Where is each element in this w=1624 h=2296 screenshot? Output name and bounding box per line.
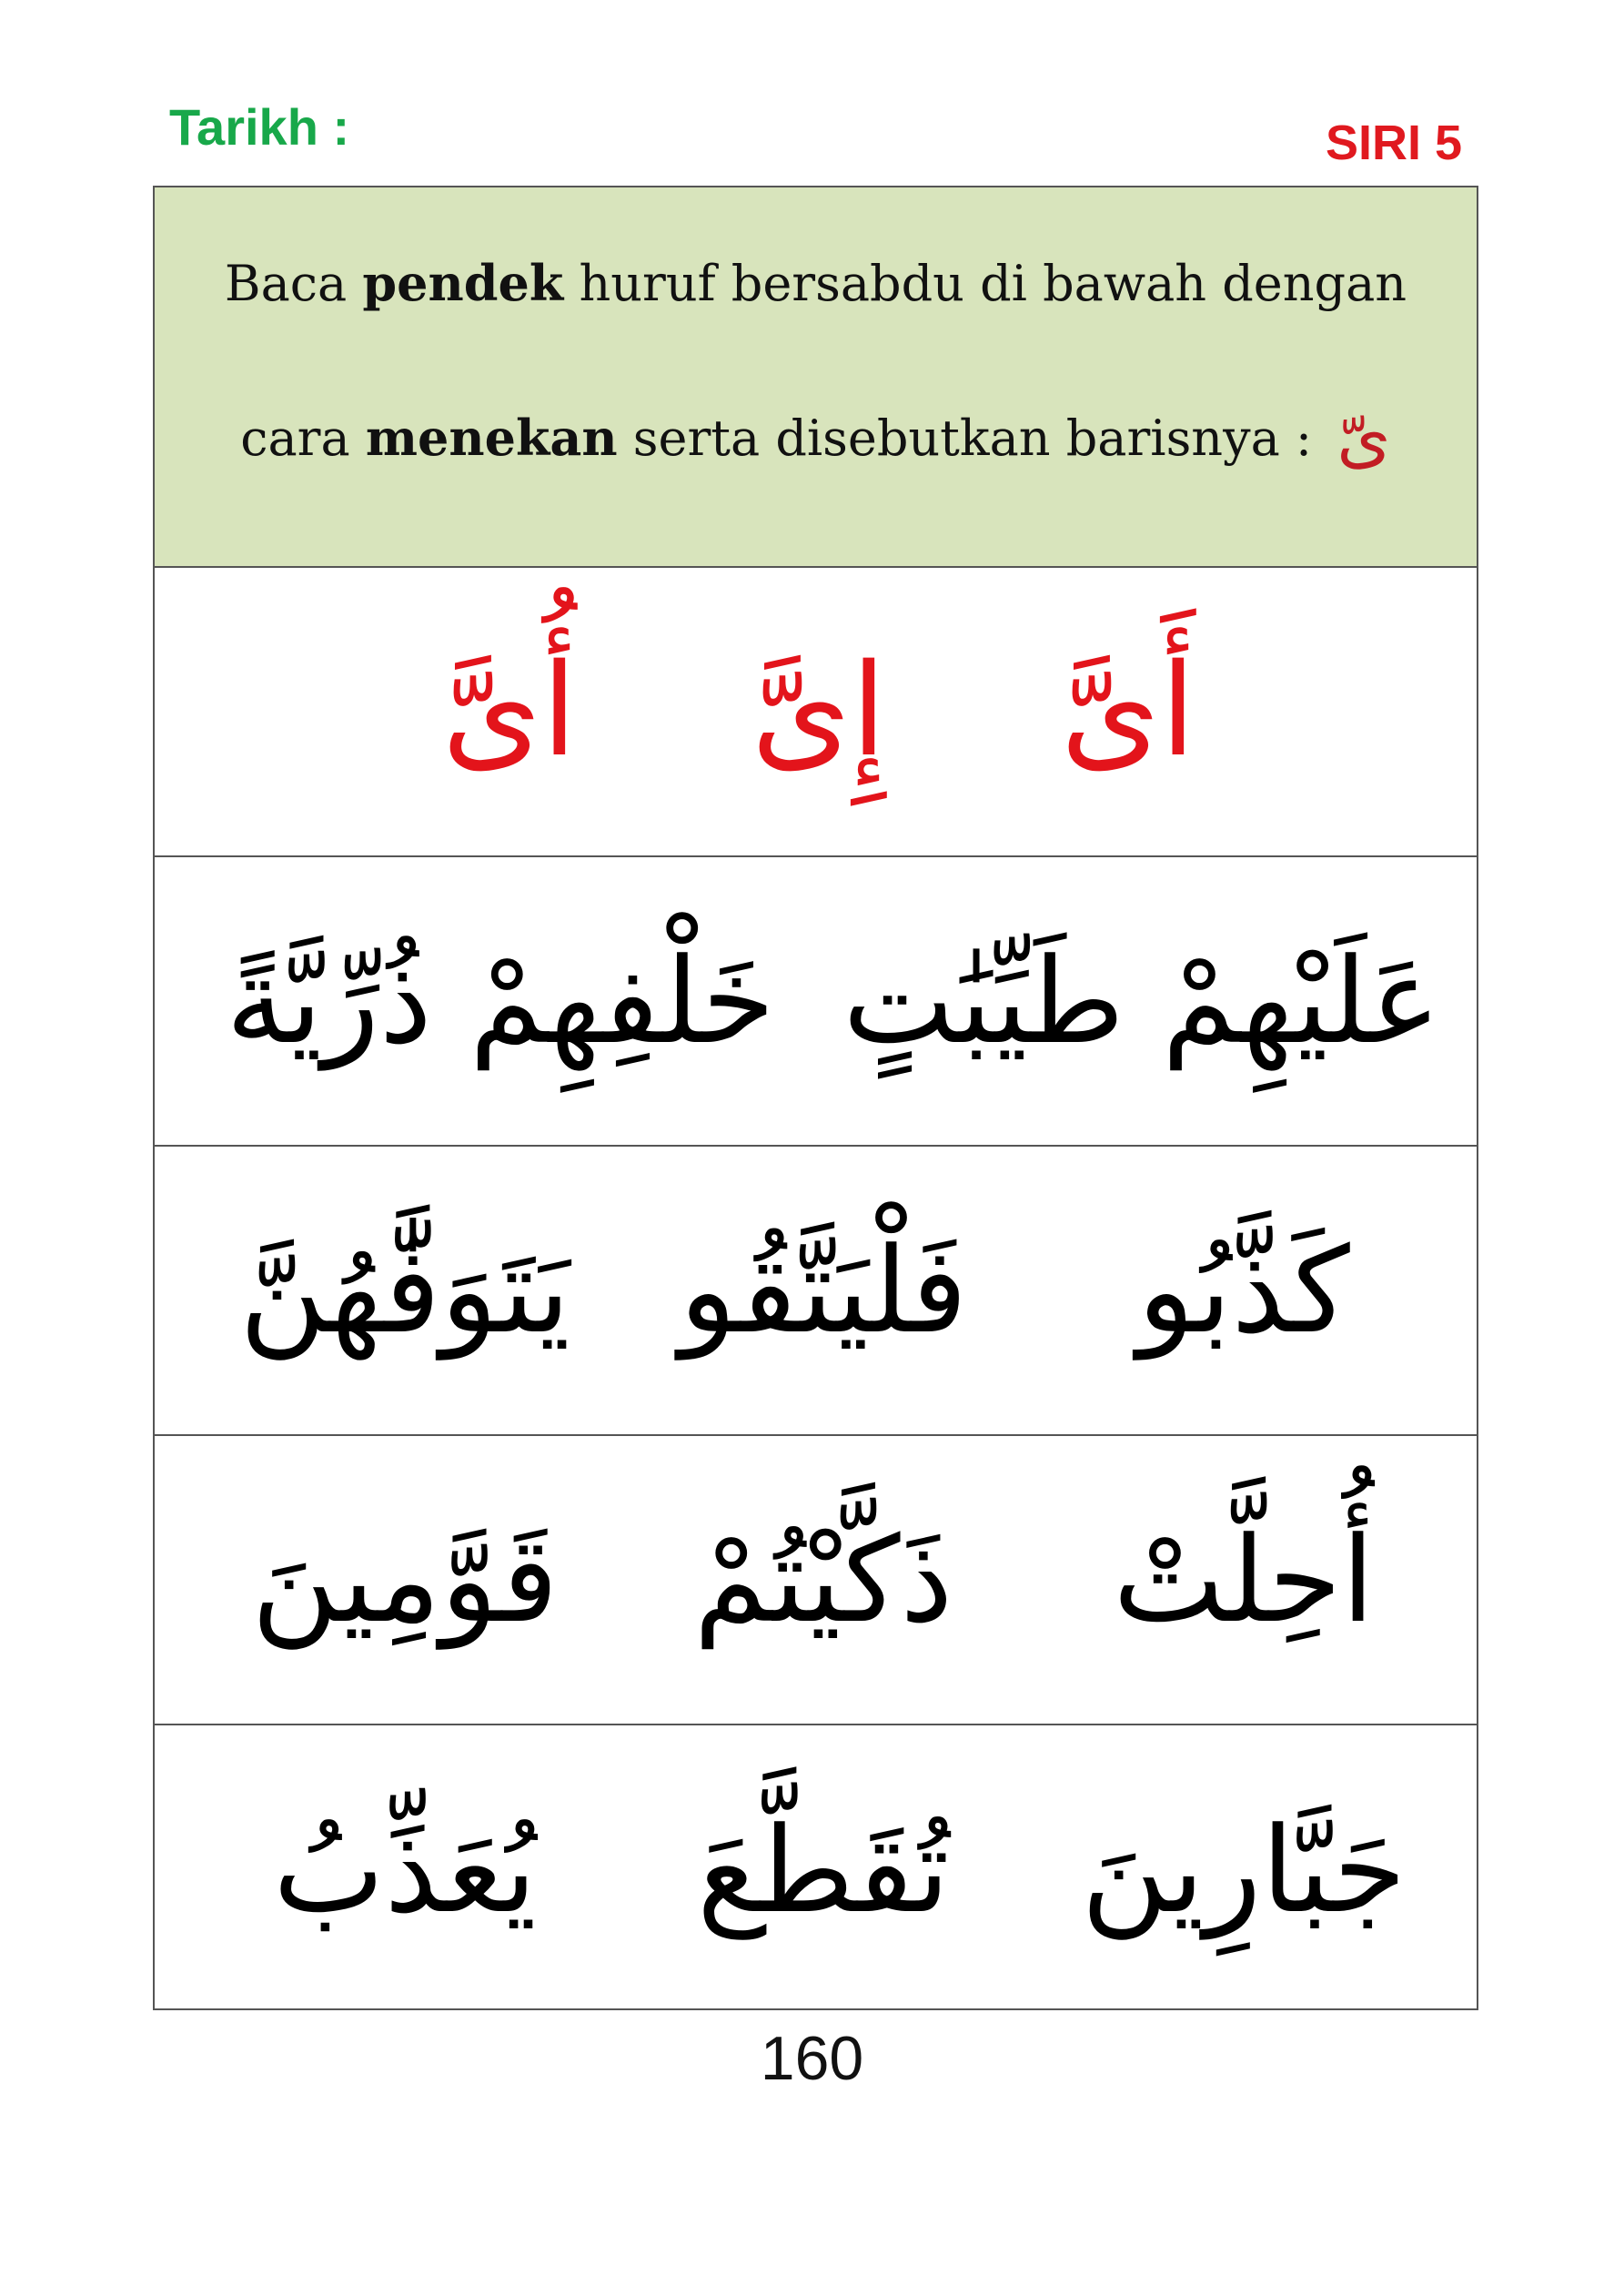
- practice-row-5: [155, 1725, 1477, 2015]
- worksheet-table: [153, 186, 1478, 2010]
- arabic-word: فَلْيَتَّقُو: [679, 1221, 968, 1360]
- practice-row-3: [155, 1147, 1477, 1436]
- arabic-word: أُحِلَّتْ: [1113, 1511, 1375, 1649]
- arabic-word: قَوَّمِينَ: [251, 1511, 559, 1649]
- practice-row-2: [155, 857, 1477, 1147]
- practice-row-4: [155, 1436, 1477, 1725]
- shaddah-letter-symbol: ىّ: [1337, 396, 1391, 477]
- arabic-word: إِىَّ: [751, 637, 887, 785]
- arabic-word: أَىَّ: [1060, 637, 1196, 785]
- instruction-panel: [155, 187, 1477, 568]
- page-number: 160: [760, 2024, 864, 2093]
- arabic-word: تُقَطَّعَ: [697, 1801, 950, 1939]
- instruction-text: cara: [240, 410, 366, 467]
- arabic-word: يَتَوَفَّٰهُنَّ: [239, 1221, 570, 1360]
- instruction-emphasis: pendek: [362, 254, 564, 312]
- arabic-word: أُىَّ: [441, 637, 578, 785]
- instruction-text: huruf bersabdu di bawah dengan: [563, 255, 1407, 312]
- date-label: Tarikh :: [169, 98, 350, 156]
- instruction-line-2: [155, 395, 1477, 478]
- arabic-word: جَبَّارِينَ: [1081, 1801, 1407, 1939]
- arabic-word: كَذَّبُو: [1137, 1221, 1350, 1360]
- arabic-phrase: عَلَيْهِمْ طَيِّبَٰتٍ: [842, 932, 1441, 1070]
- instruction-text: Baca: [224, 255, 363, 312]
- instruction-emphasis: menekan: [365, 409, 618, 467]
- practice-row-1: [155, 568, 1477, 857]
- arabic-phrase: خَلْفِهِمْ ذُرِّيَّةً: [226, 932, 775, 1070]
- instruction-line-1: [155, 254, 1477, 314]
- arabic-word: يُعَذِّبُ: [273, 1801, 537, 1939]
- arabic-word: ذَكَّيْتُمْ: [693, 1511, 953, 1649]
- instruction-text: serta disebutkan barisnya :: [617, 410, 1328, 467]
- series-label: SIRI 5: [1325, 116, 1462, 170]
